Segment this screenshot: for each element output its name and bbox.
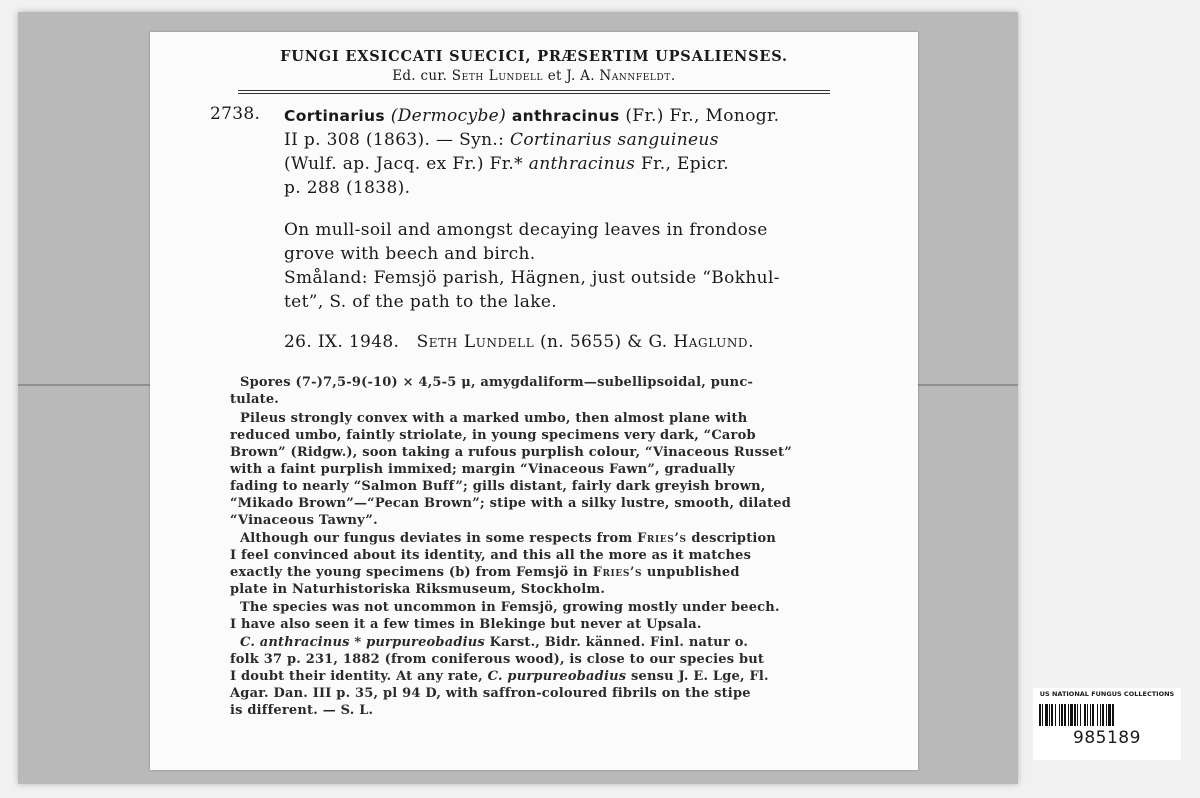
note-line: Agar. Dan. III p. 35, pl 94 D, with saffron-coloured fibrils on the stipe [230, 686, 751, 701]
subgenus-name: (Dermocybe) [390, 106, 507, 126]
note-line: is different. — S. L. [230, 703, 374, 718]
note-line: fading to nearly “Salmon Buff”; gills distant, fairly dark greyish brown, [230, 479, 766, 494]
locality-line-1: Småland: Femsjö parish, Hägnen, just outside “Bokhul- [284, 268, 780, 288]
note-line: “Vinaceous Tawny”. [230, 513, 378, 528]
taxon-line-3: (Wulf. ap. Jacq. ex Fr.) Fr.* anthracinus Fr., Epicr. [284, 154, 730, 174]
barcode-icon [1039, 704, 1173, 726]
note-line: exactly the young specimens (b) from Femsjö in Fries’s unpublished [230, 565, 740, 580]
species-name: anthracinus [511, 107, 620, 125]
note-line: folk 37 p. 231, 1882 (from coniferous wood), is close to our species but [230, 652, 765, 667]
note-line: The species was not uncommon in Femsjö, growing mostly under beech. [240, 600, 780, 615]
barcode-label [1033, 688, 1181, 760]
header-rule [238, 90, 830, 91]
collection-line: 26. IX. 1948. Seth Lundell (n. 5655) & G. Haglund. [284, 332, 755, 352]
note-line: Spores (7-)7,5-9(-10) × 4,5-5 μ, amygdaliform—subellipsoidal, punc- [240, 375, 754, 390]
taxon-line-4: p. 288 (1838). [284, 178, 411, 198]
institution-name: US NATIONAL FUNGUS COLLECTIONS [1039, 690, 1175, 698]
series-title: FUNGI EXSICCATI SUECICI, PRÆSERTIM UPSALIENSES. [280, 48, 788, 65]
note-line: “Mikado Brown”—“Pecan Brown”; stipe with a silky lustre, smooth, dilated [230, 496, 792, 511]
genus-name: Cortinarius [284, 107, 385, 125]
barcode-number: 985189 [1073, 728, 1141, 748]
note-line: Brown” (Ridgw.), soon taking a rufous purplish colour, “Vinaceous Russet” [230, 445, 792, 460]
note-line: I doubt their identity. At any rate, C. purpureobadius sensu J. E. Lge, Fl. [230, 669, 769, 684]
habitat-line-2: grove with beech and birch. [284, 244, 536, 264]
note-line: C. anthracinus * purpureobadius Karst., Bidr. känned. Finl. natur o. [240, 635, 749, 650]
habitat-line-1: On mull-soil and amongst decaying leaves in frondose [284, 220, 768, 240]
note-line: I feel convinced about its identity, and this all the more as it matches [230, 548, 752, 563]
collection-date: 26. IX. 1948. [284, 332, 400, 352]
specimen-label [150, 32, 918, 770]
note-line: reduced umbo, faintly striolate, in young specimens very dark, “Carob [230, 428, 756, 443]
locality-line-2: tet”, S. of the path to the lake. [284, 292, 558, 312]
taxon-line-1: Cortinarius (Dermocybe) anthracinus (Fr.) Fr., Monogr. [284, 106, 780, 126]
note-line: Although our fungus deviates in some respects from Fries’s description [240, 531, 777, 546]
header-rule-2 [238, 93, 830, 94]
taxon-line-2: II p. 308 (1863). — Syn.: Cortinarius sanguineus [284, 130, 719, 150]
series-editors: Ed. cur. Seth Lundell et J. A. Nannfeldt. [392, 68, 676, 84]
note-line: with a faint purplish immixed; margin “Vinaceous Fawn”, gradually [230, 462, 736, 477]
note-line: plate in Naturhistoriska Riksmuseum, Stockholm. [230, 582, 606, 597]
note-line: I have also seen it a few times in Blekinge but never at Upsala. [230, 617, 702, 632]
note-line: Pileus strongly convex with a marked umbo, then almost plane with [240, 411, 748, 426]
entry-number: 2738. [210, 104, 261, 124]
note-line: tulate. [230, 392, 280, 407]
